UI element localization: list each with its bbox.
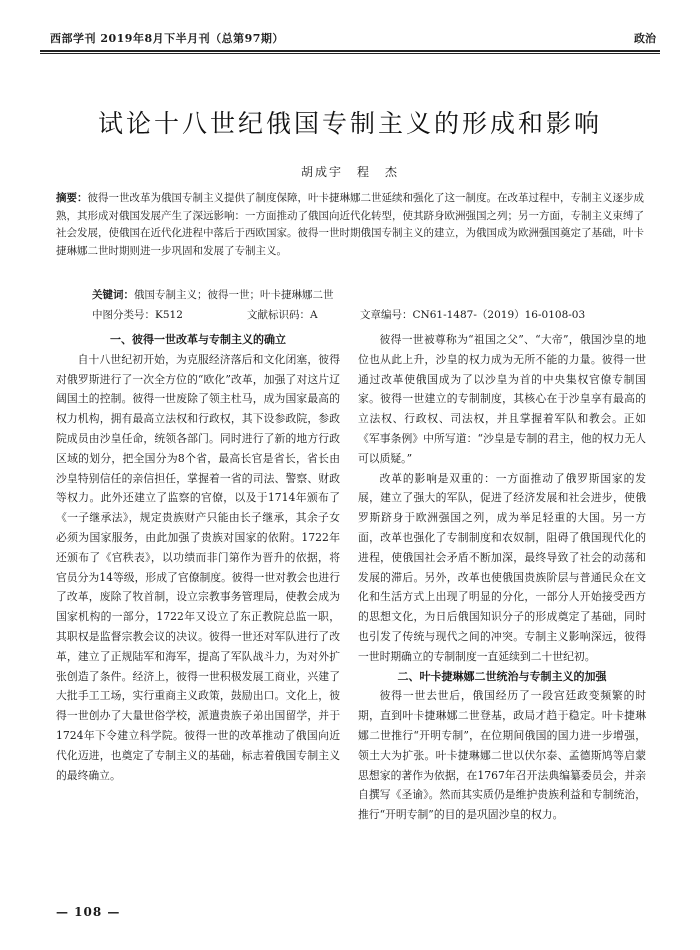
doc-label: 文献标识码：: [247, 309, 310, 321]
section-heading-1: 一、彼得一世改革与专制主义的确立: [110, 333, 286, 346]
article-authors: 胡成宇 程 杰: [300, 165, 399, 179]
article-number: [360, 307, 585, 322]
classification-line: [92, 307, 644, 321]
article-no-value: CN61-1487-（2019）16-0108-03: [412, 309, 586, 321]
body-paragraph: 彼得一世被尊称为“祖国之父”、“大帝”，俄国沙皇的地位也从此上升，沙皇的权力成为无所不能的力量。彼得一世通过改革使俄国成为了以沙皇为首的中央集权官僚专制国家。彼得一世建立的专制制度，其核心在于沙皇享有最高的立法权、行政权、司法权，并且掌握着军队和教会。正如《军事条例》中所写道：“沙皇是专制的君主，他的权力无人可以质疑。”: [358, 333, 646, 465]
article-no-label: 文章编号：: [360, 309, 413, 321]
section-name: 政治: [634, 32, 656, 45]
doc-value: A: [310, 309, 318, 321]
abstract: [56, 190, 644, 260]
keywords-text: 俄国专制主义；彼得一世；叶卡捷琳娜二世: [134, 289, 334, 301]
abstract-label: 摘要：: [56, 192, 88, 204]
body-paragraph: 自十八世纪初开始，为克服经济落后和文化闭塞，彼得对俄罗斯进行了一次全方位的“欧化”改革，加强了对这片辽阔国土的控制。彼得一世废除了领主杜马，成为国家最高的权力机构，拥有最高立法权和行政权，其下设参政院，参政院成员由沙皇任命，统领各部门。同时进行了新的地方行政区域的划分，把全国分为8个省，最高长官是省长，省长由沙皇特别信任的亲信担任，掌握着一省的司法、警察、财政等权力。此外还建立了监察的官僚，以及于1714年颁布了《一子继承法》，规定贵族财产只能由长子继承，其余子女必须为国家服务，由此加强了贵族对国家的依附。1722年还颁布了《官秩表》，以功绩而非门第作为晋升的依据，将官员分为14等级，形成了官僚制度。彼得一世对教会也进行了改革，废除了牧首制，设立宗教事务管理局，使教会成为国家机构的一部分，1722年又设立了东正教院总监一职，其职权是监督宗教会议的决议。彼得一世还对军队进行了改革，建立了正规陆军和海军，提高了军队战斗力，为对外扩张创造了条件。经济上，彼得一世积极发展工商业，兴建了大批手工工场，实行重商主义政策，鼓励出口。文化上，彼得一世创办了大量世俗学校，派遣贵族子弟出国留学，并于1724年下令建立科学院。彼得一世的改革推动了俄国向近代化迈进，也奠定了专制主义的基础，标志着俄国专制主义的最终确立。: [56, 352, 340, 782]
header-rule: [40, 50, 660, 52]
left-column: [56, 330, 340, 785]
page-header: [40, 26, 660, 54]
abstract-text: 彼得一世改革为俄国专制主义提供了制度保障，叶卡捷琳娜二世延续和强化了这一制度。在改革过程中，专制主义逐步成熟，其形成对俄国发展产生了深远影响：一方面推动了俄国向近代化转型，使其跻身欧洲强国之列；另一方面，专制主义束缚了社会发展，使俄国在近代化进程中落后于西欧国家。彼得一世时期俄国专制主义的建立，为俄国成为欧洲强国奠定了基础，叶卡捷琳娜二世时期则进一步巩固和发展了专制主义。: [56, 192, 644, 257]
body-paragraph: 改革的影响是双重的：一方面推动了俄罗斯国家的发展，建立了强大的军队，促进了经济发展和社会进步，使俄罗斯跻身于欧洲强国之列，成为举足轻重的大国。另一方面，改革也强化了专制制度和农奴制，阻碍了俄国现代化的进程，使俄国社会矛盾不断加深，最终导致了社会的动荡和发展的滞后。另外，改革也使俄国贵族阶层与普通民众在文化和生活方式上出现了明显的分化，一部分人开始接受西方的思想文化，为日后俄国知识分子的形成奠定了基础，同时也引发了传统与现代之间的冲突。专制主义影响深远，彼得一世时期确立的专制制度一直延续到二十世纪初。: [358, 471, 646, 663]
right-column: [358, 330, 646, 825]
class-label: 中图分类号：: [92, 309, 155, 321]
section-heading-2: 二、叶卡捷琳娜二世统治与专制主义的加强: [397, 669, 607, 683]
article-title: 试论十八世纪俄国专制主义的形成和影响: [97, 109, 602, 138]
journal-info: 西部学刊 2019年8月下半月刊（总第97期）: [50, 32, 284, 45]
body-paragraph: 彼得一世去世后，俄国经历了一段宫廷政变频繁的时期，直到叶卡捷琳娜二世登基，政局才趋于稳定。叶卡捷琳娜二世推行“开明专制”，在位期间俄国的国力进一步增强，领土大为扩张。叶卡捷琳娜二世以伏尔泰、孟德斯鸠等启蒙思想家的著作为依据，在1767年召开法典编纂委员会，并亲自撰写《圣谕》。然而其实质仍是维护贵族利益和专制统治，推行“开明专制”的目的是巩固沙皇的权力。: [358, 689, 646, 822]
page-number: — 108 —: [56, 905, 121, 919]
keywords-label: 关键词：: [92, 289, 134, 301]
header-rule-thin: [40, 53, 660, 54]
document-code: [247, 307, 318, 322]
class-number: [92, 307, 183, 322]
class-value: K512: [155, 309, 183, 321]
keywords: [92, 287, 660, 302]
